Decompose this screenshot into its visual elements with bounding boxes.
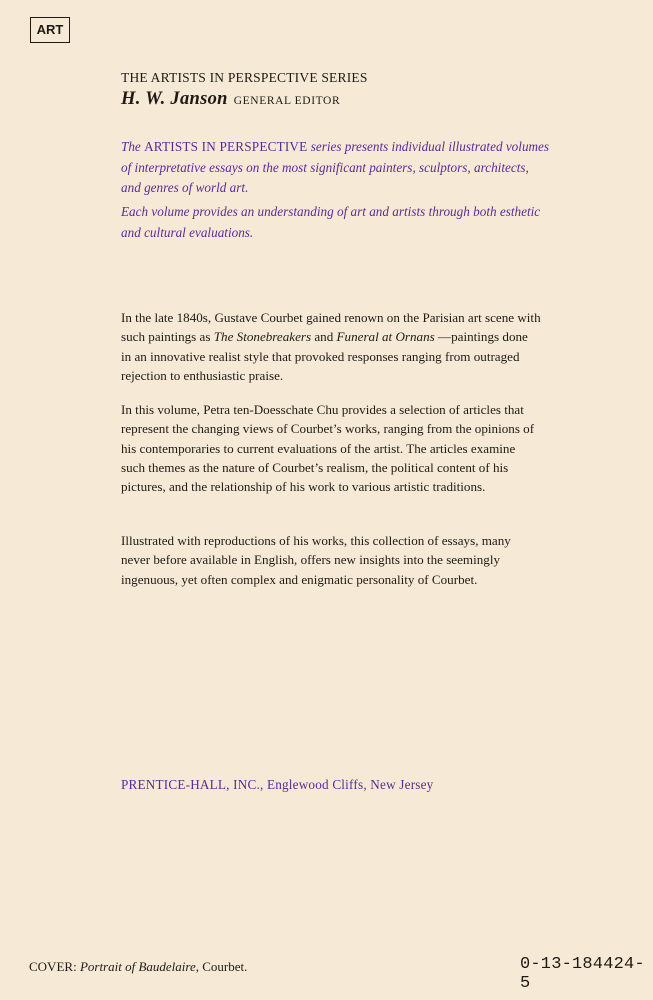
series-description bbox=[121, 137, 551, 199]
editor-role: GENERAL EDITOR bbox=[233, 95, 341, 107]
cover-artist: , Courbet. bbox=[195, 959, 248, 974]
work-title-stonebreakers: The Stonebreakers bbox=[213, 329, 312, 345]
description-paragraph-3: Illustrated with reproductions of his works, this collection of essays, many never before available in English, offers new insights into the seemingly ingenuous, yet often complex and enigmatic personality of Courbet. bbox=[121, 533, 511, 587]
series-name-caps: ARTISTS IN PERSPECTIVE bbox=[144, 139, 308, 154]
editor-name: H. W. Janson bbox=[121, 89, 228, 109]
description-paragraph-1 bbox=[121, 308, 541, 385]
work-title-funeral: Funeral at Ornans bbox=[336, 329, 435, 345]
isbn: 0-13-184424-5 bbox=[520, 955, 645, 993]
category-badge: ART bbox=[30, 17, 70, 43]
cover-title: Portrait of Baudelaire bbox=[79, 959, 196, 974]
cover-credit bbox=[29, 959, 247, 975]
para1-text-b: and bbox=[311, 329, 337, 345]
publisher-line: PRENTICE-HALL, INC., Englewood Cliffs, New Jersey bbox=[121, 777, 434, 792]
cover-label: COVER bbox=[29, 959, 74, 974]
para1-text-a: In the late 1840s, Gustave Courbet gained renown on the Parisian art scene with such paintings as bbox=[121, 310, 541, 345]
series-title: THE ARTISTS IN PERSPECTIVE SERIES bbox=[121, 70, 368, 85]
series-purpose: Each volume provides an understanding of art and artists through both esthetic and cultural evaluations. bbox=[121, 204, 541, 240]
series-description-rest: series presents individual illustrated volumes of interpretative essays on the most significant painters, sculptors, architects, and genres of world art. bbox=[121, 139, 550, 195]
description-paragraph-2: In this volume, Petra ten-Doesschate Chu provides a selection of articles that represent the changing views of Courbet’s works, ranging from the opinions of his contemporaries to current evaluations of the artist. The articles examine such themes as the nature of Courbet’s realism, the political content of his pictures, and the relationship of his work to various artistic traditions. bbox=[121, 402, 535, 495]
general-editor-line bbox=[121, 89, 340, 110]
cover-separator: : bbox=[73, 959, 80, 974]
para1-text-c: —paintings done in an innovative realist style that provoked responses ranging from outraged rejection to enthusiastic praise. bbox=[121, 329, 528, 383]
series-description-prefix: The bbox=[121, 139, 145, 154]
